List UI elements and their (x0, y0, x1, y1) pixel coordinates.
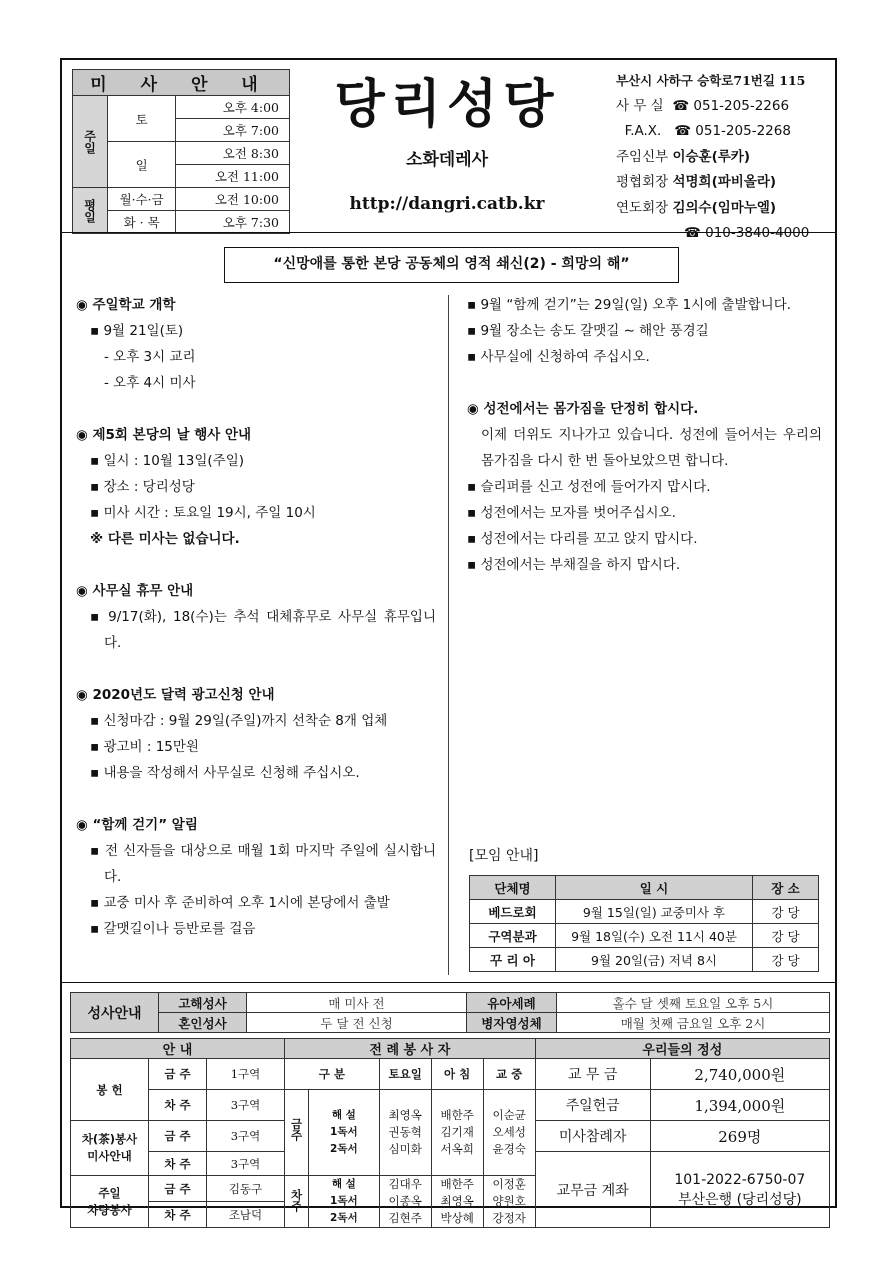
council-name: 석명희(파비올라) (672, 174, 777, 190)
table-row (470, 948, 819, 972)
list-item: ▪ 슬리퍼를 신고 성전에 들어가지 맙시다. (467, 479, 711, 495)
server-name: 이정훈 (492, 1177, 526, 1191)
list-item: ▪ 성전에서는 다리를 꼬고 앉지 맙시다. (467, 531, 698, 547)
council-label: 평협회장 (616, 174, 669, 190)
list-item: ▪ 교중 미사 후 준비하여 오후 1시에 본당에서 출발 (90, 895, 390, 911)
list-item: ▪ 미사 시간 : 토요일 19시, 주일 10시 (90, 505, 316, 521)
weekday-label: 평일 (73, 188, 108, 234)
divider (62, 982, 835, 983)
list-item: - 오후 4시 미사 (104, 375, 196, 391)
marriage-label: 혼인성사 (159, 1013, 247, 1033)
server-name: 오세성 (492, 1125, 526, 1139)
next-main-cell (483, 1176, 535, 1228)
server-name: 김대우 (388, 1177, 422, 1191)
tea-this: 3구역 (207, 1121, 285, 1152)
section-title: ◉ 사무실 휴무 안내 (76, 583, 194, 599)
section-title: ◉ 제5회 본당의 날 행사 안내 (76, 427, 252, 443)
account-label: 교무금 계좌 (535, 1152, 650, 1228)
meeting-time: 9월 15일(일) 교중미사 후 (556, 900, 753, 924)
bongheon-next: 3구역 (207, 1090, 285, 1121)
column-divider (448, 295, 449, 975)
offering-value: 1,394,000원 (650, 1090, 829, 1121)
list-item: - 오후 3시 교리 (104, 349, 196, 365)
infant-label: 유아세례 (467, 993, 557, 1013)
this-week-label: 금 주 (149, 1176, 207, 1202)
section-title: ◉ 주일학교 개학 (76, 297, 176, 313)
list-item: ▪ 9월 “함께 걷기”는 29일(일) 오후 1시에 출발합니다. (467, 297, 792, 313)
this-week-liturgy-label (285, 1090, 309, 1176)
meeting-name: 꾸 리 아 (470, 948, 556, 972)
list-item: ▪ 9월 21일(토) (90, 323, 184, 339)
attendance-value: 269명 (650, 1121, 829, 1152)
role-cell (309, 1090, 380, 1176)
next-sat-cell (379, 1176, 431, 1228)
offering-label: 주일헌금 (535, 1090, 650, 1121)
mass-time: 오전 8:30 (176, 142, 290, 165)
offering-label: 교 무 금 (535, 1059, 650, 1090)
mass-title: 미 사 안 내 (73, 70, 290, 96)
server-name: 배한주 (440, 1177, 474, 1191)
next-week-label: 차 주 (149, 1202, 207, 1228)
role: 2독서 (330, 1143, 358, 1155)
meetings-title: [모임 안내] (469, 848, 539, 864)
server-name: 김기재 (440, 1125, 474, 1139)
meeting-place: 강 당 (753, 924, 819, 948)
col-header: 일 시 (556, 876, 753, 900)
list-item: ▪ 9월 장소는 송도 갈맷길 ∼ 해안 풍경길 (467, 323, 709, 339)
union-phone: ☎ 010-3840-4000 (684, 225, 810, 241)
role-cell (309, 1176, 380, 1228)
left-column (76, 292, 436, 942)
role: 1독서 (330, 1126, 358, 1138)
liturgy-header: 토요일 (379, 1059, 431, 1090)
next-week-label: 차 주 (149, 1090, 207, 1121)
confession-label: 고해성사 (159, 993, 247, 1013)
yearly-theme: “신망애를 통한 본당 공동체의 영적 쇄신(2) - 희망의 해” (224, 247, 679, 283)
tea-label-cell (71, 1121, 149, 1176)
list-item: ▪ 신청마감 : 9월 29일(주일)까지 선착순 8개 업체 (90, 713, 388, 729)
list-item: ▪ 성전에서는 모자를 벗어주십시오. (467, 505, 676, 521)
table-row (470, 924, 819, 948)
list-item: ▪ 사무실에 신청하여 주십시오. (467, 349, 650, 365)
parking-label-cell (71, 1176, 149, 1228)
confession-value: 매 미사 전 (247, 993, 467, 1013)
mass-time: 오후 7:30 (176, 211, 290, 234)
divider (62, 232, 835, 233)
bulletin-frame (60, 58, 837, 1225)
table-row (470, 900, 819, 924)
account-cell (650, 1152, 829, 1228)
mass-time: 오전 10:00 (176, 188, 290, 211)
sunday-label: 주일 (73, 96, 108, 188)
server-name: 박상혜 (440, 1211, 474, 1225)
server-name: 서옥희 (440, 1142, 474, 1156)
paragraph: 이제 더위도 지나가고 있습니다. 성전에 들어서는 우리의 몸가짐을 다시 한 번 돌아보았으면 합니다. (481, 427, 822, 469)
this-sat-cell (379, 1090, 431, 1176)
server-name: 권동혁 (388, 1125, 422, 1139)
marriage-value: 두 달 전 신청 (247, 1013, 467, 1033)
meetings-table (469, 875, 819, 972)
meeting-place: 강 당 (753, 948, 819, 972)
service-table (70, 1038, 830, 1228)
bongheon-this: 1구역 (207, 1059, 285, 1090)
infant-value: 홀수 달 셋째 토요일 오후 5시 (557, 993, 830, 1013)
mass-time: 오후 4:00 (176, 96, 290, 119)
server-name: 배한주 (440, 1108, 474, 1122)
role: 해 설 (331, 1178, 356, 1190)
contact-block (616, 68, 836, 247)
offering-value: 2,740,000원 (650, 1059, 829, 1090)
tea-label: 차(茶)봉사 (81, 1132, 138, 1146)
col-header: 단체명 (470, 876, 556, 900)
server-name: 윤경숙 (492, 1142, 526, 1156)
list-item: ▪ 성전에서는 부채질을 하지 맙시다. (467, 557, 681, 573)
sick-value: 매월 첫째 금요일 오후 2시 (557, 1013, 830, 1033)
masthead (317, 75, 577, 214)
sacrament-table (70, 992, 830, 1033)
parking-next: 조남덕 (207, 1202, 285, 1228)
offering-title: 우리들의 정성 (535, 1039, 829, 1059)
role: 해 설 (331, 1109, 356, 1121)
account-number: 101-2022-6750-07 (674, 1171, 806, 1188)
this-week-liturgy-text: 금주 (289, 1118, 304, 1141)
liturgy-title: 전 례 봉 사 자 (285, 1039, 536, 1059)
next-week-liturgy-text: 차주 (289, 1188, 304, 1212)
meeting-place: 강 당 (753, 900, 819, 924)
priest-name: 이승훈(루카) (672, 148, 751, 165)
bongheon-label: 봉 헌 (71, 1059, 149, 1121)
note: ※ 다른 미사는 없습니다. (90, 531, 240, 547)
next-week-label: 차 주 (149, 1152, 207, 1176)
parking-label: 차량봉사 (87, 1202, 132, 1217)
role: 1독서 (330, 1195, 358, 1207)
server-name: 최영옥 (388, 1108, 422, 1122)
account-bank: 부산은행 (당리성당) (678, 1191, 802, 1208)
mass-guide-label: 미사안내 (87, 1149, 132, 1163)
fax-label: F.A.X. (624, 123, 662, 139)
section-title: ◉ “함께 걷기” 알림 (76, 817, 198, 833)
list-item: ▪ 갈맷길이나 등반로를 걸음 (90, 921, 256, 937)
meeting-time: 9월 20일(금) 저녁 8시 (556, 948, 753, 972)
tea-next: 3구역 (207, 1152, 285, 1176)
section-title: ◉ 2020년도 달력 광고신청 안내 (76, 687, 275, 703)
website-url[interactable]: http://dangri.catb.kr (349, 194, 545, 214)
server-name: 심미화 (388, 1142, 422, 1156)
server-name: 강정자 (492, 1211, 526, 1225)
guide-title: 안 내 (71, 1039, 285, 1059)
list-item: ▪ 일시 : 10월 13일(주일) (90, 453, 244, 469)
office-label: 사 무 실 (616, 97, 664, 114)
day-mwf: 월·수·금 (108, 188, 176, 211)
list-item: ▪ 9/17(화), 18(수)는 추석 대체휴무로 사무실 휴무입니다. (90, 609, 436, 651)
fax-phone: ☎ 051-205-2268 (674, 123, 791, 139)
this-main-cell (483, 1090, 535, 1176)
day-sat: 토 (108, 96, 176, 142)
union-label: 연도회장 (616, 199, 669, 216)
meeting-time: 9월 18일(수) 오전 11시 40분 (556, 924, 753, 948)
section-title: ◉ 성전에서는 몸가짐을 단정히 합시다. (467, 401, 699, 417)
this-week-label: 금 주 (149, 1121, 207, 1152)
attendance-label: 미사참례자 (535, 1121, 650, 1152)
this-morning-cell (431, 1090, 483, 1176)
list-item: ▪ 내용을 작성해서 사무실로 신청해 주십시오. (90, 765, 360, 781)
server-name: 이순균 (492, 1108, 526, 1122)
day-sun: 일 (108, 142, 176, 188)
liturgy-header: 아 침 (431, 1059, 483, 1090)
server-name: 이종옥 (388, 1194, 422, 1208)
next-week-liturgy-label (285, 1176, 309, 1228)
union-name: 김의수(임마누엘) (672, 199, 777, 216)
day-tt: 화 · 목 (108, 211, 176, 234)
sick-label: 병자영성체 (467, 1013, 557, 1033)
parish-title: 당리성당 (334, 74, 560, 135)
next-morning-cell (431, 1176, 483, 1228)
col-header: 장 소 (753, 876, 819, 900)
list-item: ▪ 전 신자들을 대상으로 매월 1회 마지막 주일에 실시합니다. (90, 843, 436, 885)
mass-time: 오전 11:00 (176, 165, 290, 188)
role: 2독서 (330, 1212, 358, 1224)
parking-this: 김동구 (207, 1176, 285, 1202)
address: 부산시 사하구 승학로71번길 115 (616, 73, 806, 88)
server-name: 최영옥 (440, 1194, 474, 1208)
right-column (467, 292, 822, 578)
server-name: 양원호 (492, 1194, 526, 1208)
mass-time: 오후 7:00 (176, 119, 290, 142)
liturgy-header: 교 중 (483, 1059, 535, 1090)
this-week-label: 금 주 (149, 1059, 207, 1090)
meeting-name: 베드로회 (470, 900, 556, 924)
list-item: ▪ 장소 : 당리성당 (90, 479, 195, 495)
sacrament-label: 성사안내 (71, 993, 159, 1033)
priest-label: 주임신부 (616, 148, 669, 165)
liturgy-header: 구 분 (285, 1059, 380, 1090)
meeting-name: 구역분과 (470, 924, 556, 948)
mass-schedule-table (72, 69, 290, 234)
patron-subtitle: 소화데레사 (405, 150, 489, 170)
server-name: 김현주 (388, 1211, 422, 1225)
parking-label: 주일 (98, 1185, 121, 1200)
list-item: ▪ 광고비 : 15만원 (90, 739, 199, 755)
office-phone: ☎ 051-205-2266 (672, 97, 790, 114)
